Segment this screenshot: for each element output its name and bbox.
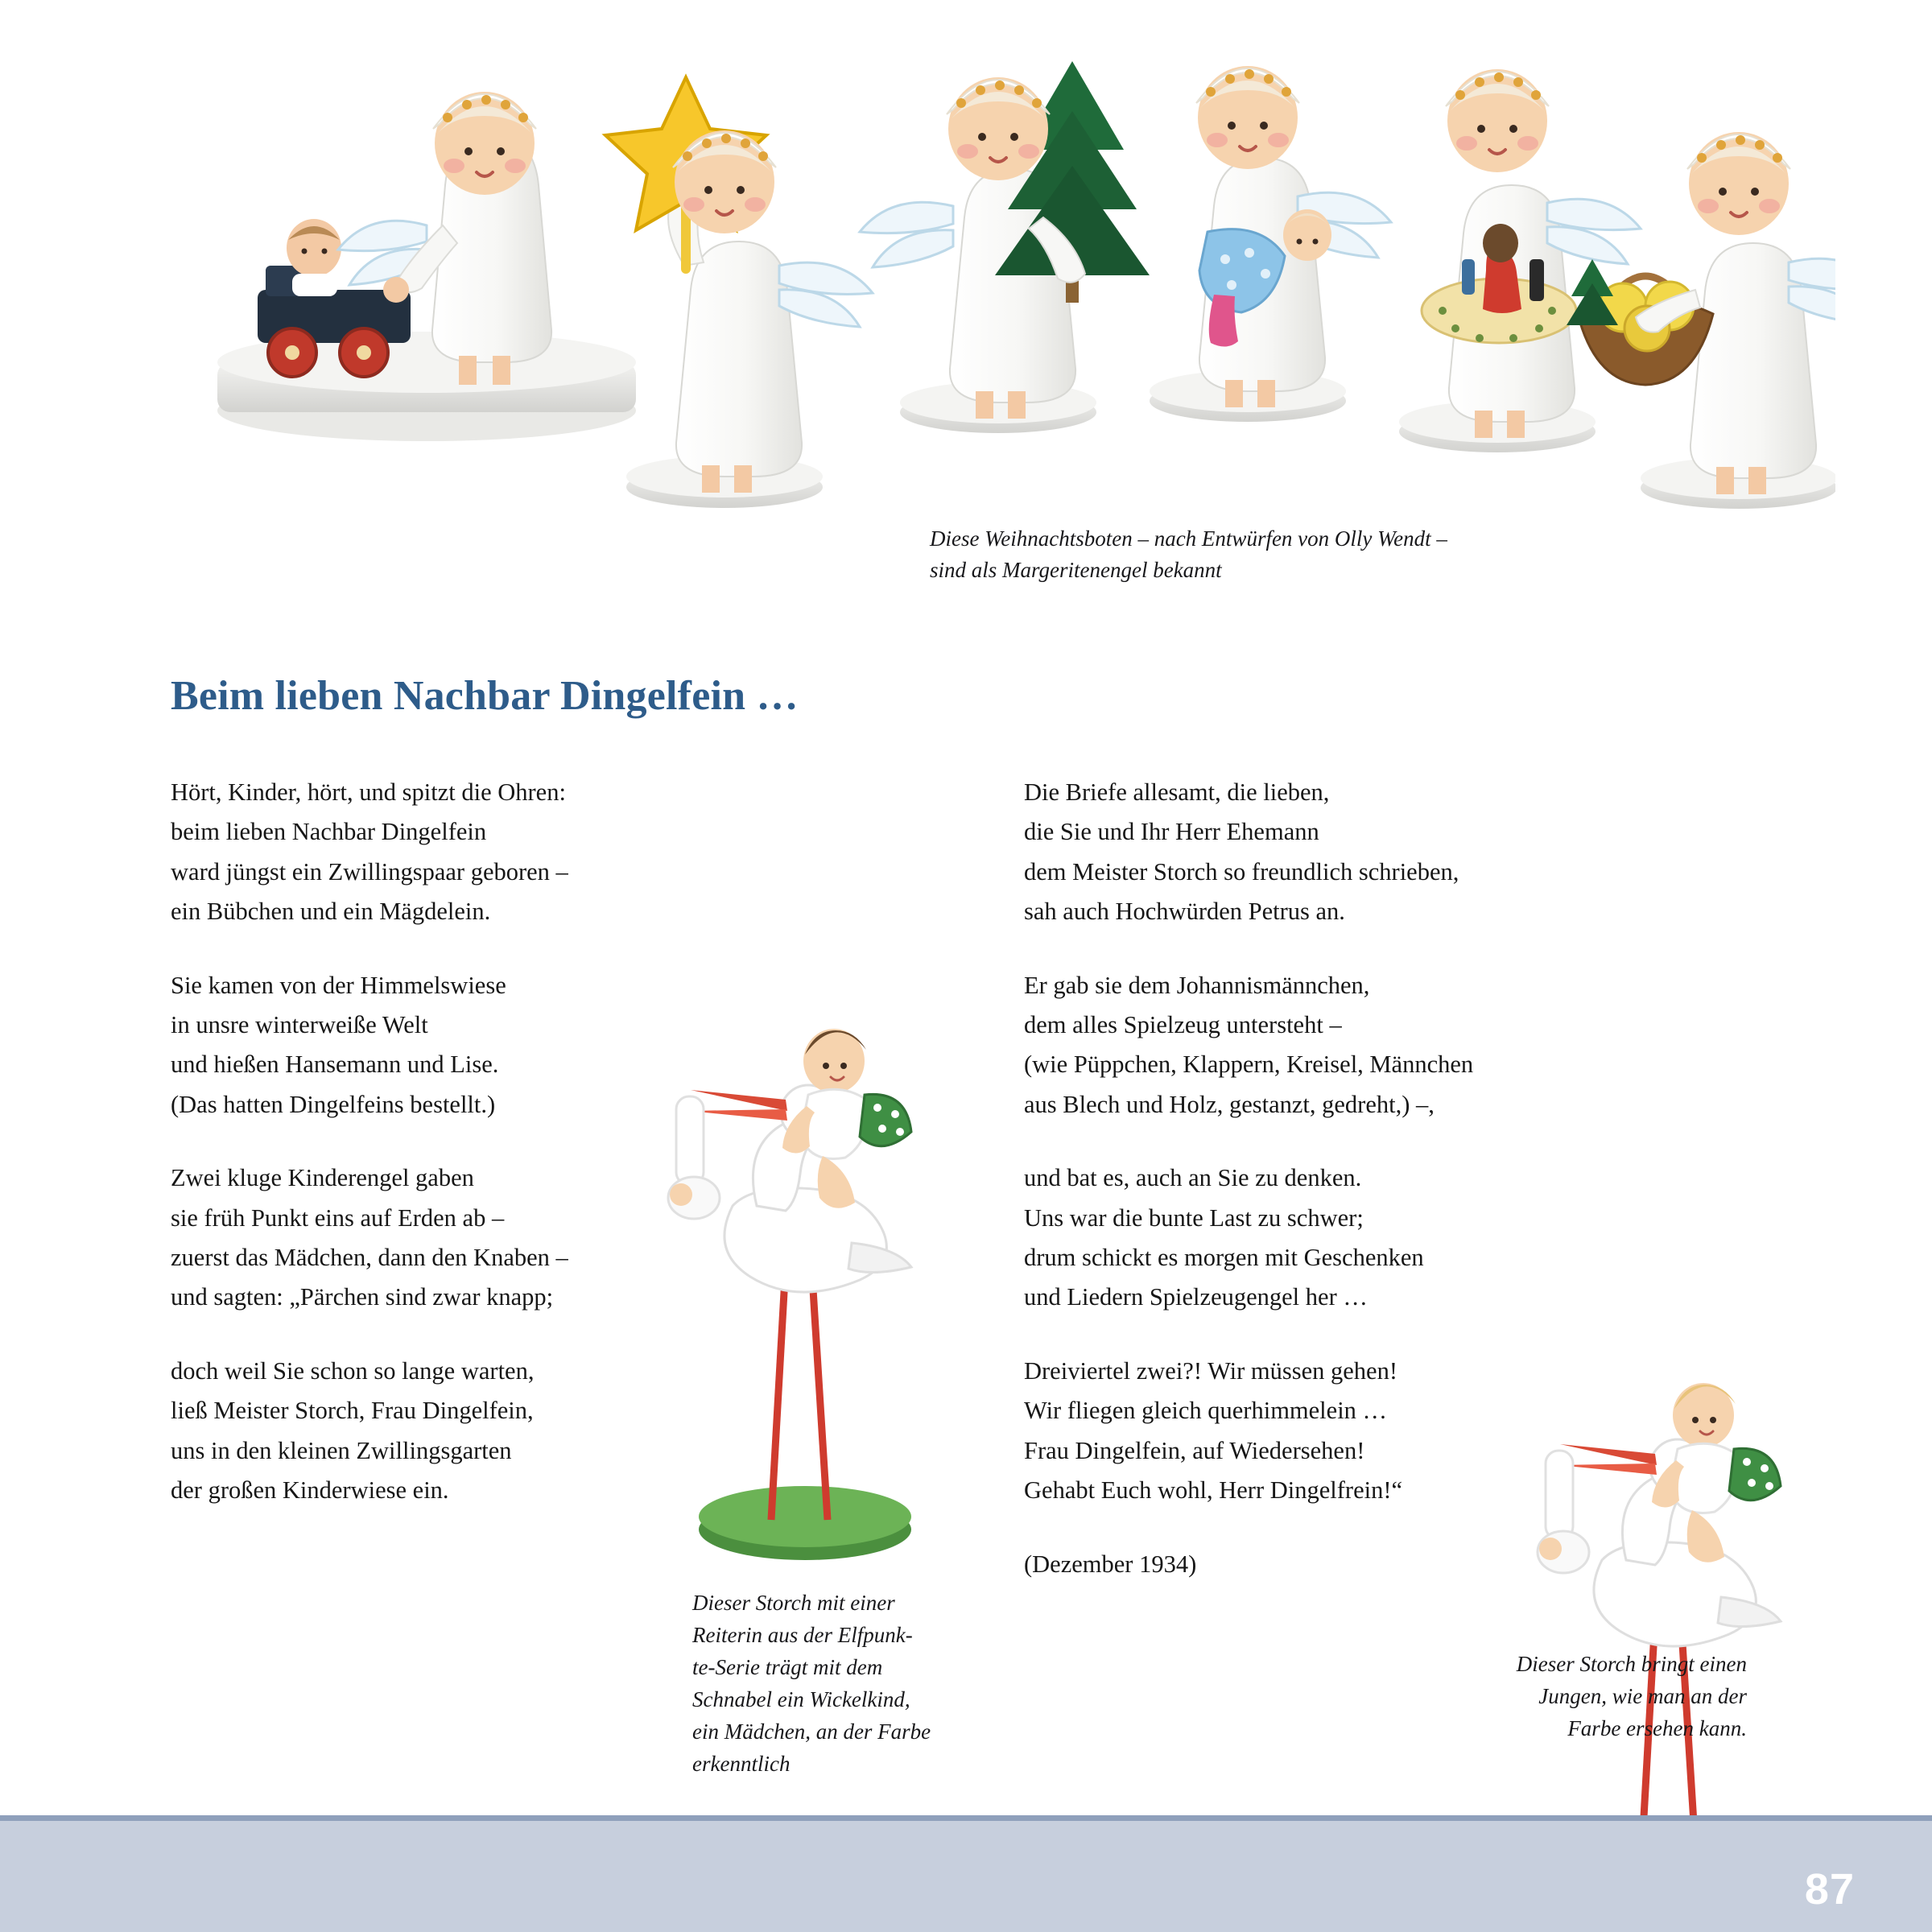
poem-stanza <box>1024 966 1636 1125</box>
caption-line: erkenntlich <box>692 1751 791 1776</box>
angel-with-fruit-basket <box>1567 132 1835 509</box>
poem-stanza <box>171 1352 686 1511</box>
poem-line: sie früh Punkt eins auf Erden ab – <box>171 1203 505 1232</box>
stork-girl-illustration <box>636 998 974 1578</box>
angel-with-toy-tray <box>1399 69 1641 452</box>
poem-line: (wie Püppchen, Klappern, Kreisel, Männchen <box>1024 1051 1474 1079</box>
poem-line: und Liedern Spielzeugengel her … <box>1024 1283 1368 1311</box>
caption-line: Diese Weihnachtsboten – nach Entwürfen von Olly Wendt – <box>930 526 1447 551</box>
angel-with-christmas-tree <box>860 61 1150 433</box>
photo-marguerite-angels <box>161 24 1835 523</box>
poem-line: und bat es, auch an Sie zu denken. <box>1024 1164 1362 1192</box>
poem-line: Die Briefe allesamt, die lieben, <box>1024 778 1330 806</box>
poem-line: Sie kamen von der Himmelswiese <box>171 971 506 999</box>
caption-stork-right <box>1463 1649 1747 1745</box>
poem-line: ließ Meister Storch, Frau Dingelfein, <box>171 1397 534 1425</box>
poem-line: und sagten: „Pärchen sind zwar knapp; <box>171 1283 554 1311</box>
caption-line: ein Mädchen, an der Farbe <box>692 1719 931 1744</box>
poem-stanza <box>171 773 686 932</box>
poem-line: sah auch Hochwürden Petrus an. <box>1024 898 1345 926</box>
poem-line: Frau Dingelfein, auf Wiedersehen! <box>1024 1436 1365 1464</box>
child-rider <box>1652 1383 1781 1563</box>
poem-line: Uns war die bunte Last zu schwer; <box>1024 1203 1364 1232</box>
poem-line: Er gab sie dem Johannismännchen, <box>1024 971 1370 999</box>
poem-stanza <box>1024 1158 1636 1318</box>
poem-line: die Sie und Ihr Herr Ehemann <box>1024 818 1319 846</box>
footer-band <box>0 1821 1932 1932</box>
poem-line: doch weil Sie schon so lange warten, <box>171 1356 535 1385</box>
caption-top-photo <box>930 523 1654 586</box>
poem-line: Dreiviertel zwei?! Wir müssen gehen! <box>1024 1356 1397 1385</box>
caption-line: Dieser Storch bringt einen <box>1516 1652 1747 1676</box>
angel-with-train <box>217 92 636 441</box>
caption-line: te-Serie trägt mit dem <box>692 1654 883 1679</box>
caption-stork-left <box>692 1587 976 1781</box>
poem-line: Hört, Kinder, hört, und spitzt die Ohren: <box>171 778 566 806</box>
poem-line: der großen Kinderwiese ein. <box>171 1476 449 1505</box>
poem-line: uns in den kleinen Zwillingsgarten <box>171 1436 512 1464</box>
caption-line: Farbe ersehen kann. <box>1567 1715 1747 1740</box>
poem-line: und hießen Hansemann und Lise. <box>171 1051 499 1079</box>
angel-with-doll <box>1150 66 1391 422</box>
poem-stanza <box>171 1158 686 1318</box>
text-column-left <box>171 773 686 1511</box>
poem-line: ein Bübchen und ein Mägdelein. <box>171 898 491 926</box>
photo-stork-with-girl <box>636 998 974 1578</box>
page-title: Beim lieben Nachbar Dingelfein … <box>171 672 799 719</box>
page-left-margin <box>0 0 21 1932</box>
page-number: 87 <box>1804 1865 1855 1913</box>
poem-line: Zwei kluge Kinderengel gaben <box>171 1164 474 1192</box>
poem-line: beim lieben Nachbar Dingelfein <box>171 818 487 846</box>
caption-line: Dieser Storch mit einer <box>692 1591 895 1615</box>
poem-line: ward jüngst ein Zwillingspaar geboren – <box>171 857 568 886</box>
caption-line: Schnabel ein Wickelkind, <box>692 1686 910 1711</box>
poem-line: drum schickt es morgen mit Geschenken <box>1024 1244 1424 1272</box>
swaddled-baby-boy <box>1538 1451 1589 1573</box>
poem-stanza <box>171 966 686 1125</box>
poem-stanza <box>1024 773 1636 932</box>
footer-rule <box>0 1815 1932 1821</box>
poem-date-note: (Dezember 1934) <box>1024 1550 1197 1578</box>
caption-line: Jungen, wie man an der <box>1538 1683 1747 1708</box>
poem-line: dem alles Spielzeug untersteht – <box>1024 1011 1342 1039</box>
caption-line: sind als Margeritenengel bekannt <box>930 558 1222 583</box>
caption-line: Reiterin aus der Elfpunk- <box>692 1622 913 1647</box>
poem-line: (Das hatten Dingelfeins bestellt.) <box>171 1090 496 1118</box>
poem-line: Wir fliegen gleich querhimmelein … <box>1024 1397 1388 1425</box>
child-rider <box>782 1029 911 1208</box>
poem-line: in unsre winterweiße Welt <box>171 1011 428 1039</box>
angel-with-star-wand <box>605 77 873 508</box>
poem-line: aus Blech und Holz, gestanzt, gedreht,) –, <box>1024 1090 1435 1118</box>
poem-line: dem Meister Storch so freundlich schrieben, <box>1024 857 1459 886</box>
poem-line: zuerst das Mädchen, dann den Knaben – <box>171 1244 568 1272</box>
angel-figurines-illustration <box>161 24 1835 523</box>
swaddled-baby-girl <box>668 1096 720 1219</box>
poem-line: Gehabt Euch wohl, Herr Dingelfrein!“ <box>1024 1476 1403 1505</box>
